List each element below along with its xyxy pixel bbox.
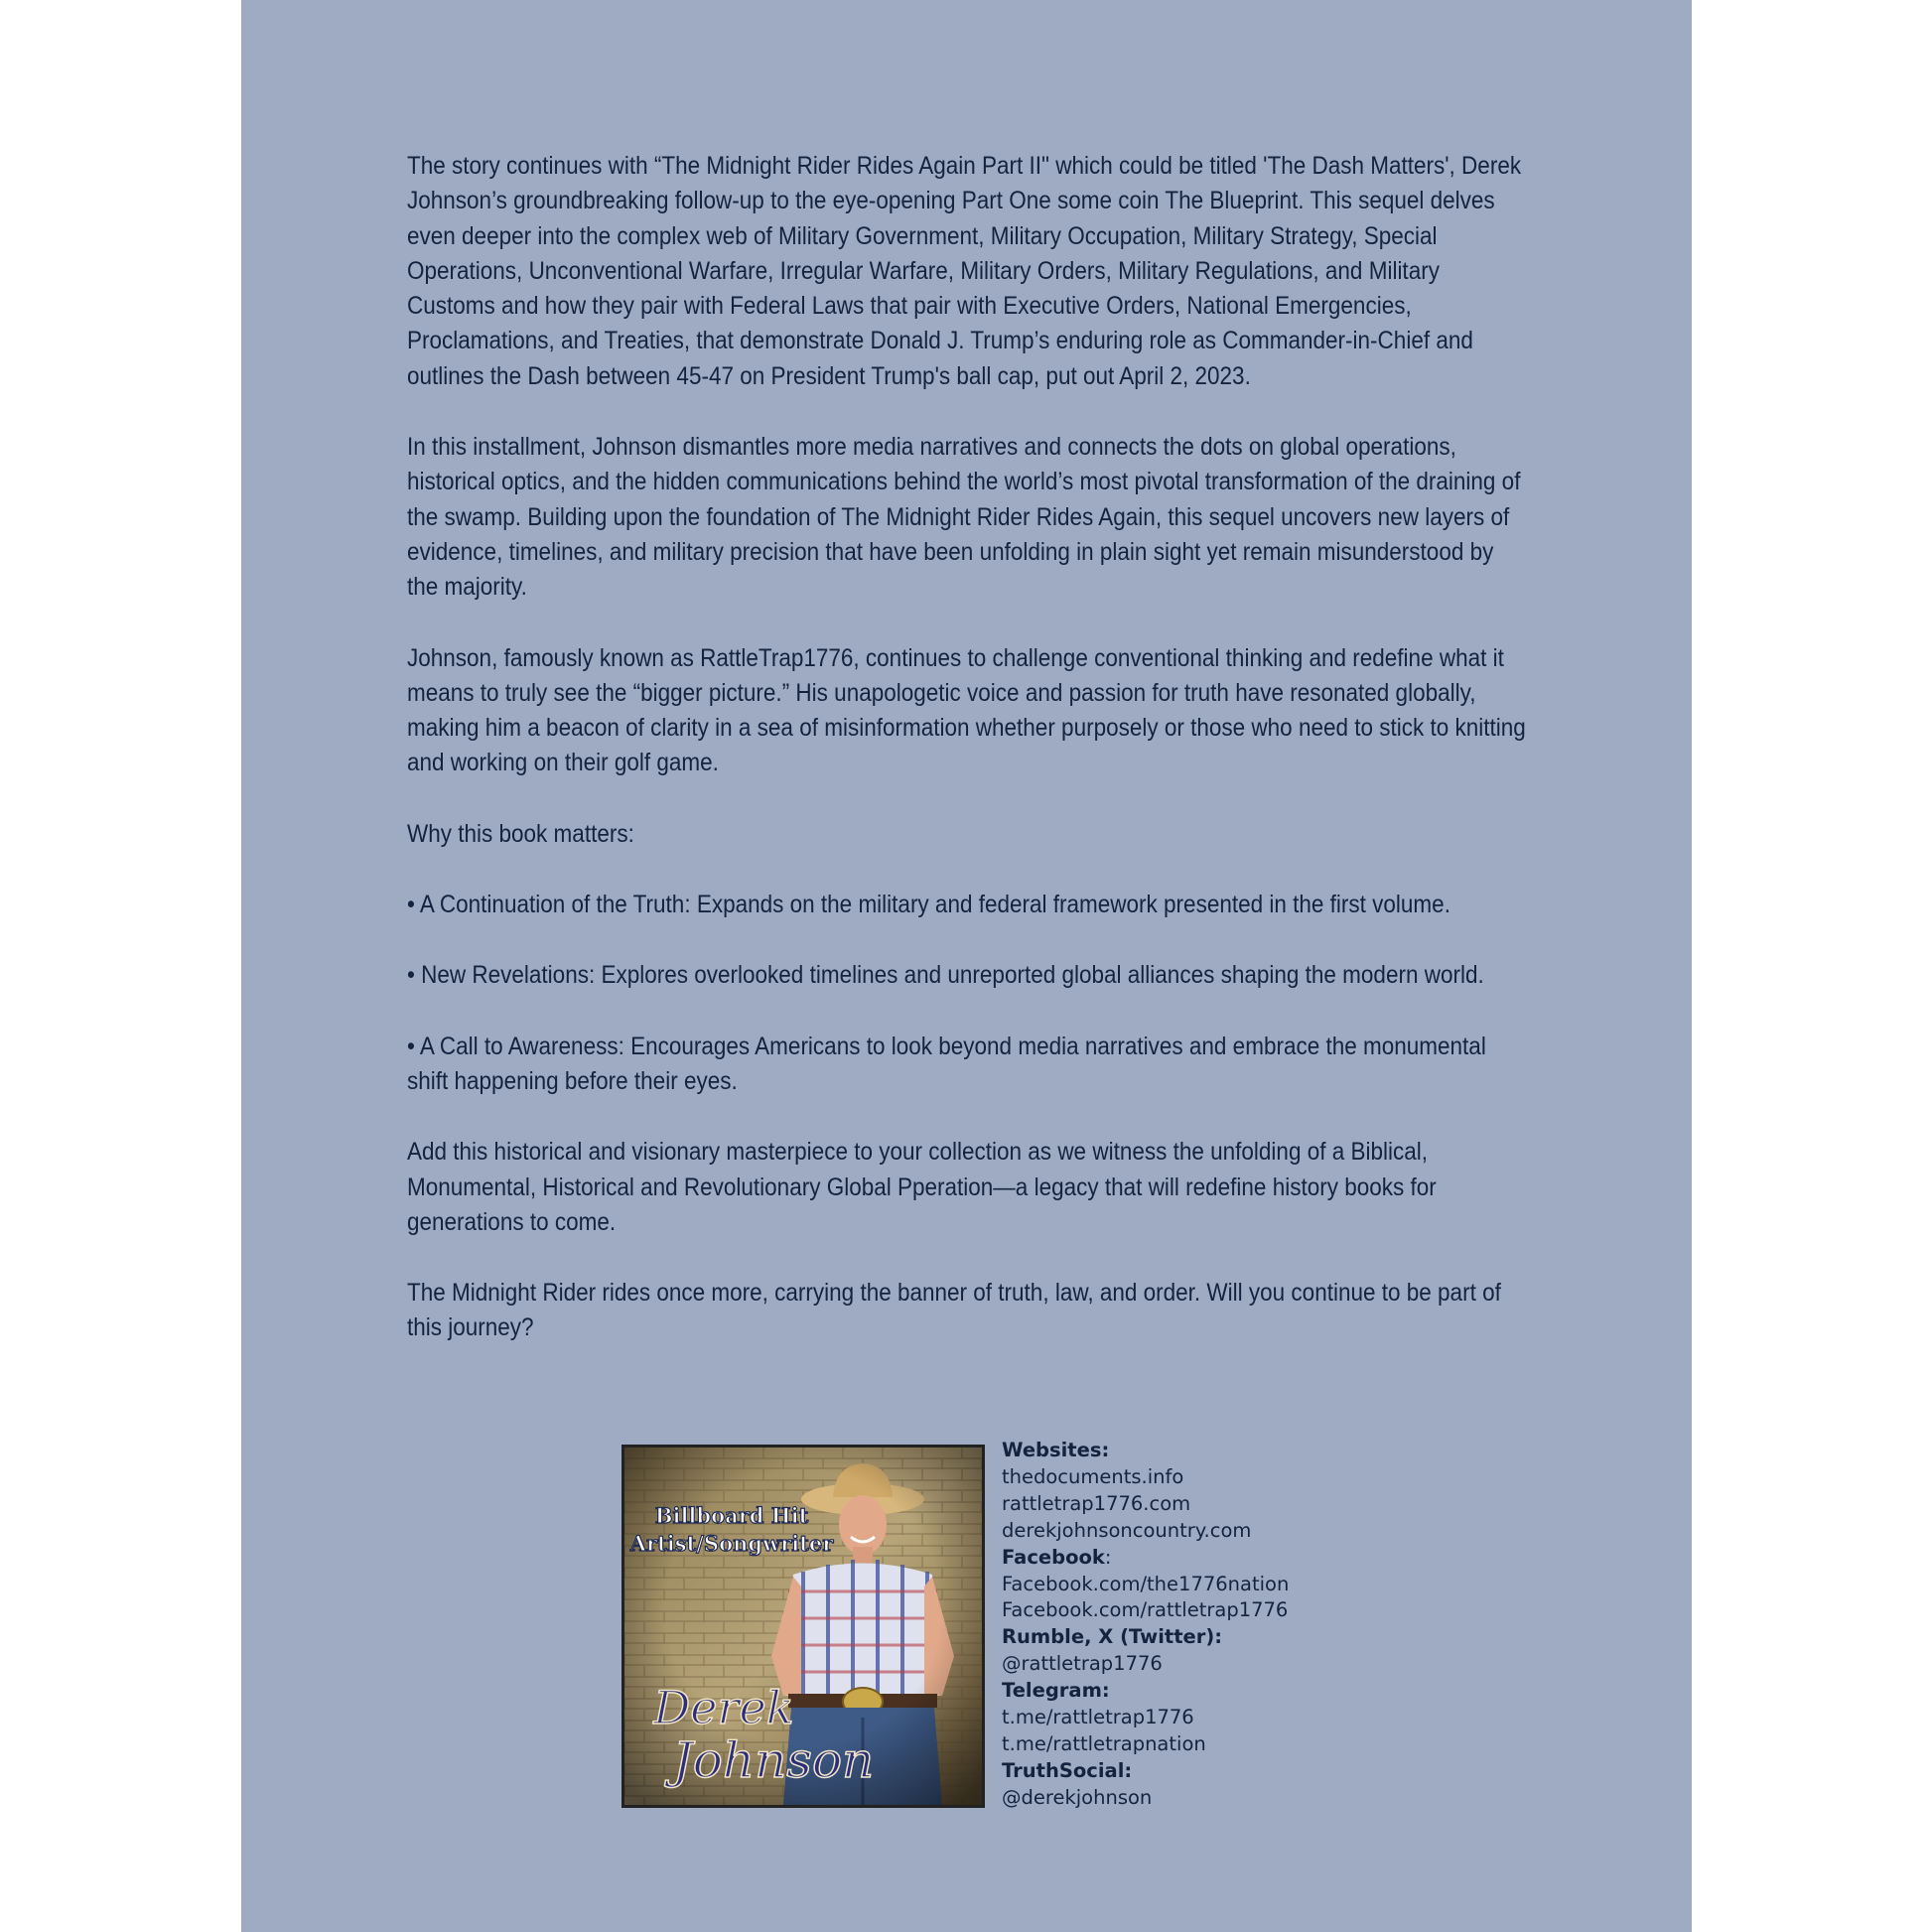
facebook-colon: :	[1104, 1545, 1112, 1569]
website-link[interactable]: thedocuments.info	[1002, 1464, 1184, 1488]
truthsocial-heading: TruthSocial:	[1002, 1758, 1133, 1782]
back-cover	[241, 0, 1692, 1932]
facebook-heading-row	[1002, 1545, 1289, 1572]
paragraph-intro: The story continues with “The Midnight Rider Rides Again Part II" which could be titled 'The Dash Matters', Derek Johnson’s groundbreaking follow-up to the eye-opening Part One some coin The Blueprint. This sequel delves even deeper into the complex web of Military Government, Military Occupation, Military Strategy, Special Operations, Unconventional Warfare, Irregular Warfare, Military Orders, Military Regulations, and Military Customs and how they pair with Federal Laws that pair with Executive Orders, National Emergencies, Proclamations, and Treaties, that demonstrate Donald J. Trump’s enduring role as Commander-in-Chief and outlines the Dash between 45-47 on President Trump's ball cap, put out April 2, 2023.	[407, 152, 1522, 390]
paragraph-closing: The Midnight Rider rides once more, carrying the banner of truth, law, and order. Will you continue to be part of this journey?	[407, 1279, 1501, 1342]
telegram-link[interactable]: t.me/rattletrap1776	[1002, 1706, 1194, 1729]
paragraph-collection: Add this historical and visionary masterpiece to your collection as we witness the unfolding of a Biblical, Monumental, Historical and Revolutionary Global Pperation—a legacy that will redefine history books for generations to come.	[407, 1138, 1437, 1236]
website-link[interactable]: derekjohnsoncountry.com	[1002, 1518, 1252, 1542]
signature-first: Derek	[653, 1681, 794, 1734]
badge-line1: Billboard Hit	[654, 1503, 809, 1528]
paragraph-why-heading: Why this book matters:	[407, 819, 634, 848]
facebook-heading: Facebook	[1002, 1545, 1105, 1569]
truthsocial-handle[interactable]: @derekjohnson	[1002, 1785, 1153, 1809]
rumble-heading: Rumble, X (Twitter):	[1002, 1625, 1223, 1649]
signature-last: Johnson	[672, 1731, 875, 1789]
author-photo	[621, 1445, 985, 1808]
facebook-link[interactable]: Facebook.com/the1776nation	[1002, 1572, 1290, 1595]
paragraph-installment: In this installment, Johnson dismantles more media narratives and connects the dots on global operations, historical optics, and the hidden communications behind the world’s most pivotal transformation of the draining of the swamp. Building upon the foundation of The Midnight Rider Rides Again, this sequel uncovers new layers of evidence, timelines, and military precision that have been unfolding in plain sight yet remain misunderstood by the majority.	[407, 433, 1521, 602]
rumble-handle[interactable]: @rattletrap1776	[1002, 1652, 1163, 1676]
bullet-awareness: • A Call to Awareness: Encourages Americans to look beyond media narratives and embrace the monumental shift happening before their eyes.	[407, 1032, 1486, 1095]
author-promo-image	[621, 1445, 989, 1812]
contact-links	[1002, 1438, 1289, 1812]
bullet-continuation: • A Continuation of the Truth: Expands on the military and federal framework presented in the first volume.	[407, 891, 1450, 919]
description-text	[407, 149, 1529, 1382]
website-link[interactable]: rattletrap1776.com	[1002, 1491, 1191, 1515]
bullet-revelations: • New Revelations: Explores overlooked timelines and unreported global alliances shaping the modern world.	[407, 961, 1484, 990]
badge-line2: Artist/Songwriter	[629, 1531, 834, 1556]
websites-heading: Websites:	[1002, 1439, 1110, 1461]
telegram-heading: Telegram:	[1002, 1679, 1110, 1703]
telegram-link[interactable]: t.me/rattletrapnation	[1002, 1731, 1206, 1755]
facebook-link[interactable]: Facebook.com/rattletrap1776	[1002, 1598, 1289, 1622]
paragraph-author: Johnson, famously known as RattleTrap1776, continues to challenge conventional thinking and redefine what it means to truly see the “bigger picture.” His unapologetic voice and passion for truth have resonated globally, making him a beacon of clarity in a sea of misinformation whether purposely or those who need to stick to knitting and working on their golf game.	[407, 643, 1526, 777]
